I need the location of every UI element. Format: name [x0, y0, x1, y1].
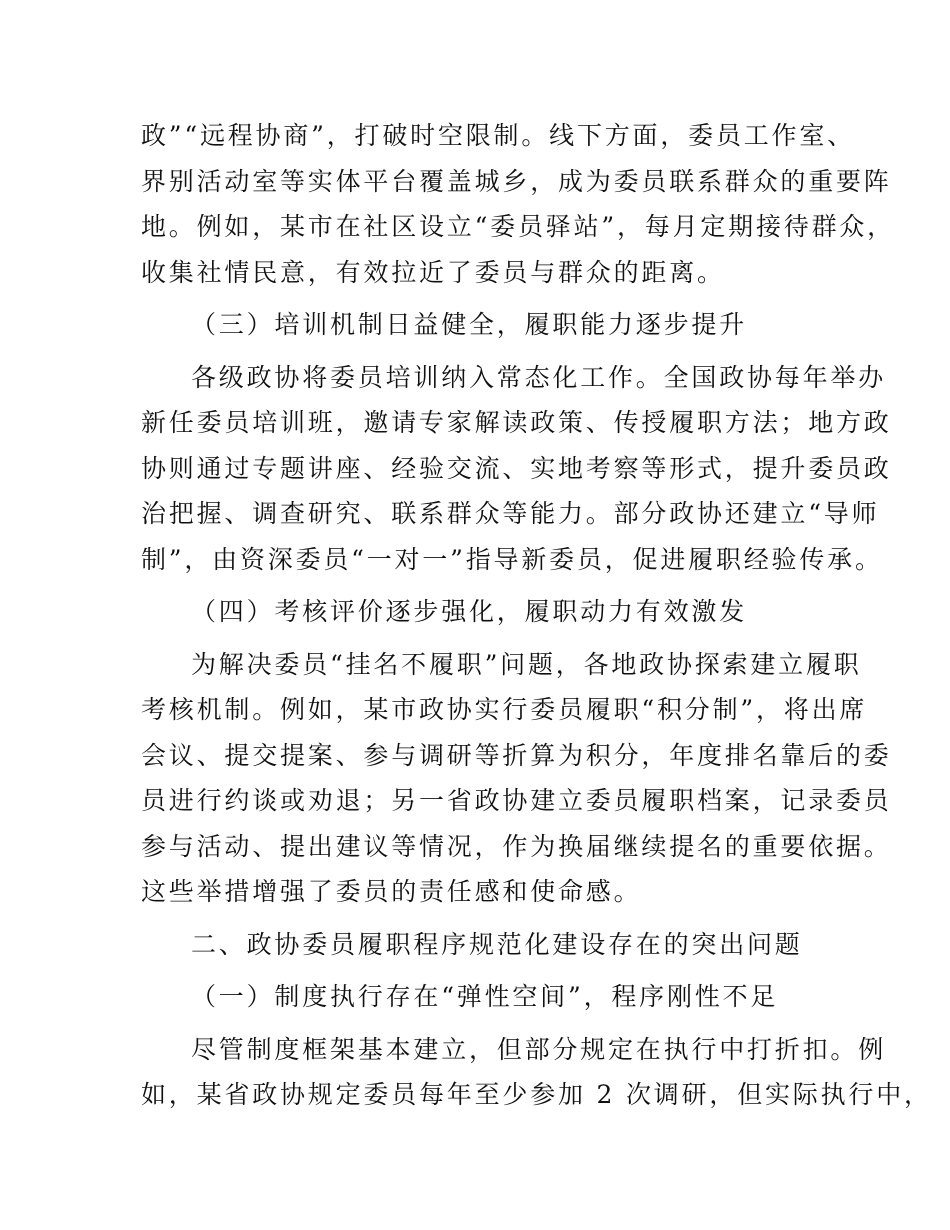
- section-heading: （一）制度执行存在“弹性空间”，程序刚性不足: [191, 982, 779, 1011]
- chapter-heading: 二、政协委员履职程序规范化建设存在的突出问题: [191, 929, 803, 959]
- body-text-line: 收集社情民意，有效拉近了委员与群众的距离。: [141, 257, 725, 287]
- paragraph-spacer: [141, 635, 821, 642]
- paragraph-spacer: [141, 915, 821, 922]
- body-text-line: 员进行约谈或劝退；另一省政协建立委员履职档案，记录委员: [141, 786, 892, 815]
- body-text-line: 这些举措增强了委员的责任感和使命感。: [141, 877, 642, 906]
- body-text-line: 考核机制。例如，某市政协实行委员履职“积分制”，将出席: [141, 695, 868, 724]
- paragraph-spacer: [141, 967, 821, 974]
- body-text-line: 为解决委员“挂名不履职”问题，各地政协探索建立履职: [191, 649, 862, 679]
- body-text-line: 新任委员培训班，邀请专家解读政策、传授履职方法；地方政: [141, 408, 892, 437]
- paragraph-spacer: [141, 582, 821, 589]
- paragraph-spacer: [141, 295, 821, 302]
- body-text-line: 政”“远程协商”，打破时空限制。线下方面，委员工作室、: [141, 121, 855, 150]
- body-text-line: 尽管制度框架基本建立，但部分规定在执行中打折扣。例: [191, 1034, 887, 1064]
- body-text-line: 治把握、调查研究、联系群众等能力。部分政协还建立“导师: [141, 499, 880, 528]
- body-text-line: 界别活动室等实体平台覆盖城乡，成为委员联系群众的重要阵: [141, 166, 892, 196]
- body-text-line: 参与活动、提出建议等情况，作为换届继续提名的重要依据。: [141, 831, 892, 861]
- section-heading: （三）培训机制日益健全，履职能力逐步提升: [191, 310, 748, 339]
- body-text-line: 地。例如，某市在社区设立“委员驿站”，每月定期接待群众，: [141, 212, 895, 241]
- body-text-line: 会议、提交提案、参与调研等折算为积分，年度排名靠后的委: [141, 740, 892, 770]
- section-heading: （四）考核评价逐步强化，履职动力有效激发: [191, 597, 748, 626]
- body-text-line: 协则通过专题讲座、经验交流、实地考察等形式，提升委员政: [141, 453, 892, 483]
- paragraph-spacer: [141, 348, 821, 355]
- document-body: [141, 113, 932, 1118]
- body-text-line: 制”，由资深委员“一对一”指导新委员，促进履职经验传承。: [141, 544, 883, 574]
- paragraph-spacer: [141, 1020, 821, 1027]
- body-text-line: 如，某省政协规定委员每年至少参加 2 次调研，但实际执行中，: [141, 1080, 932, 1109]
- body-text-line: 各级政协将委员培训纳入常态化工作。全国政协每年举办: [191, 362, 887, 392]
